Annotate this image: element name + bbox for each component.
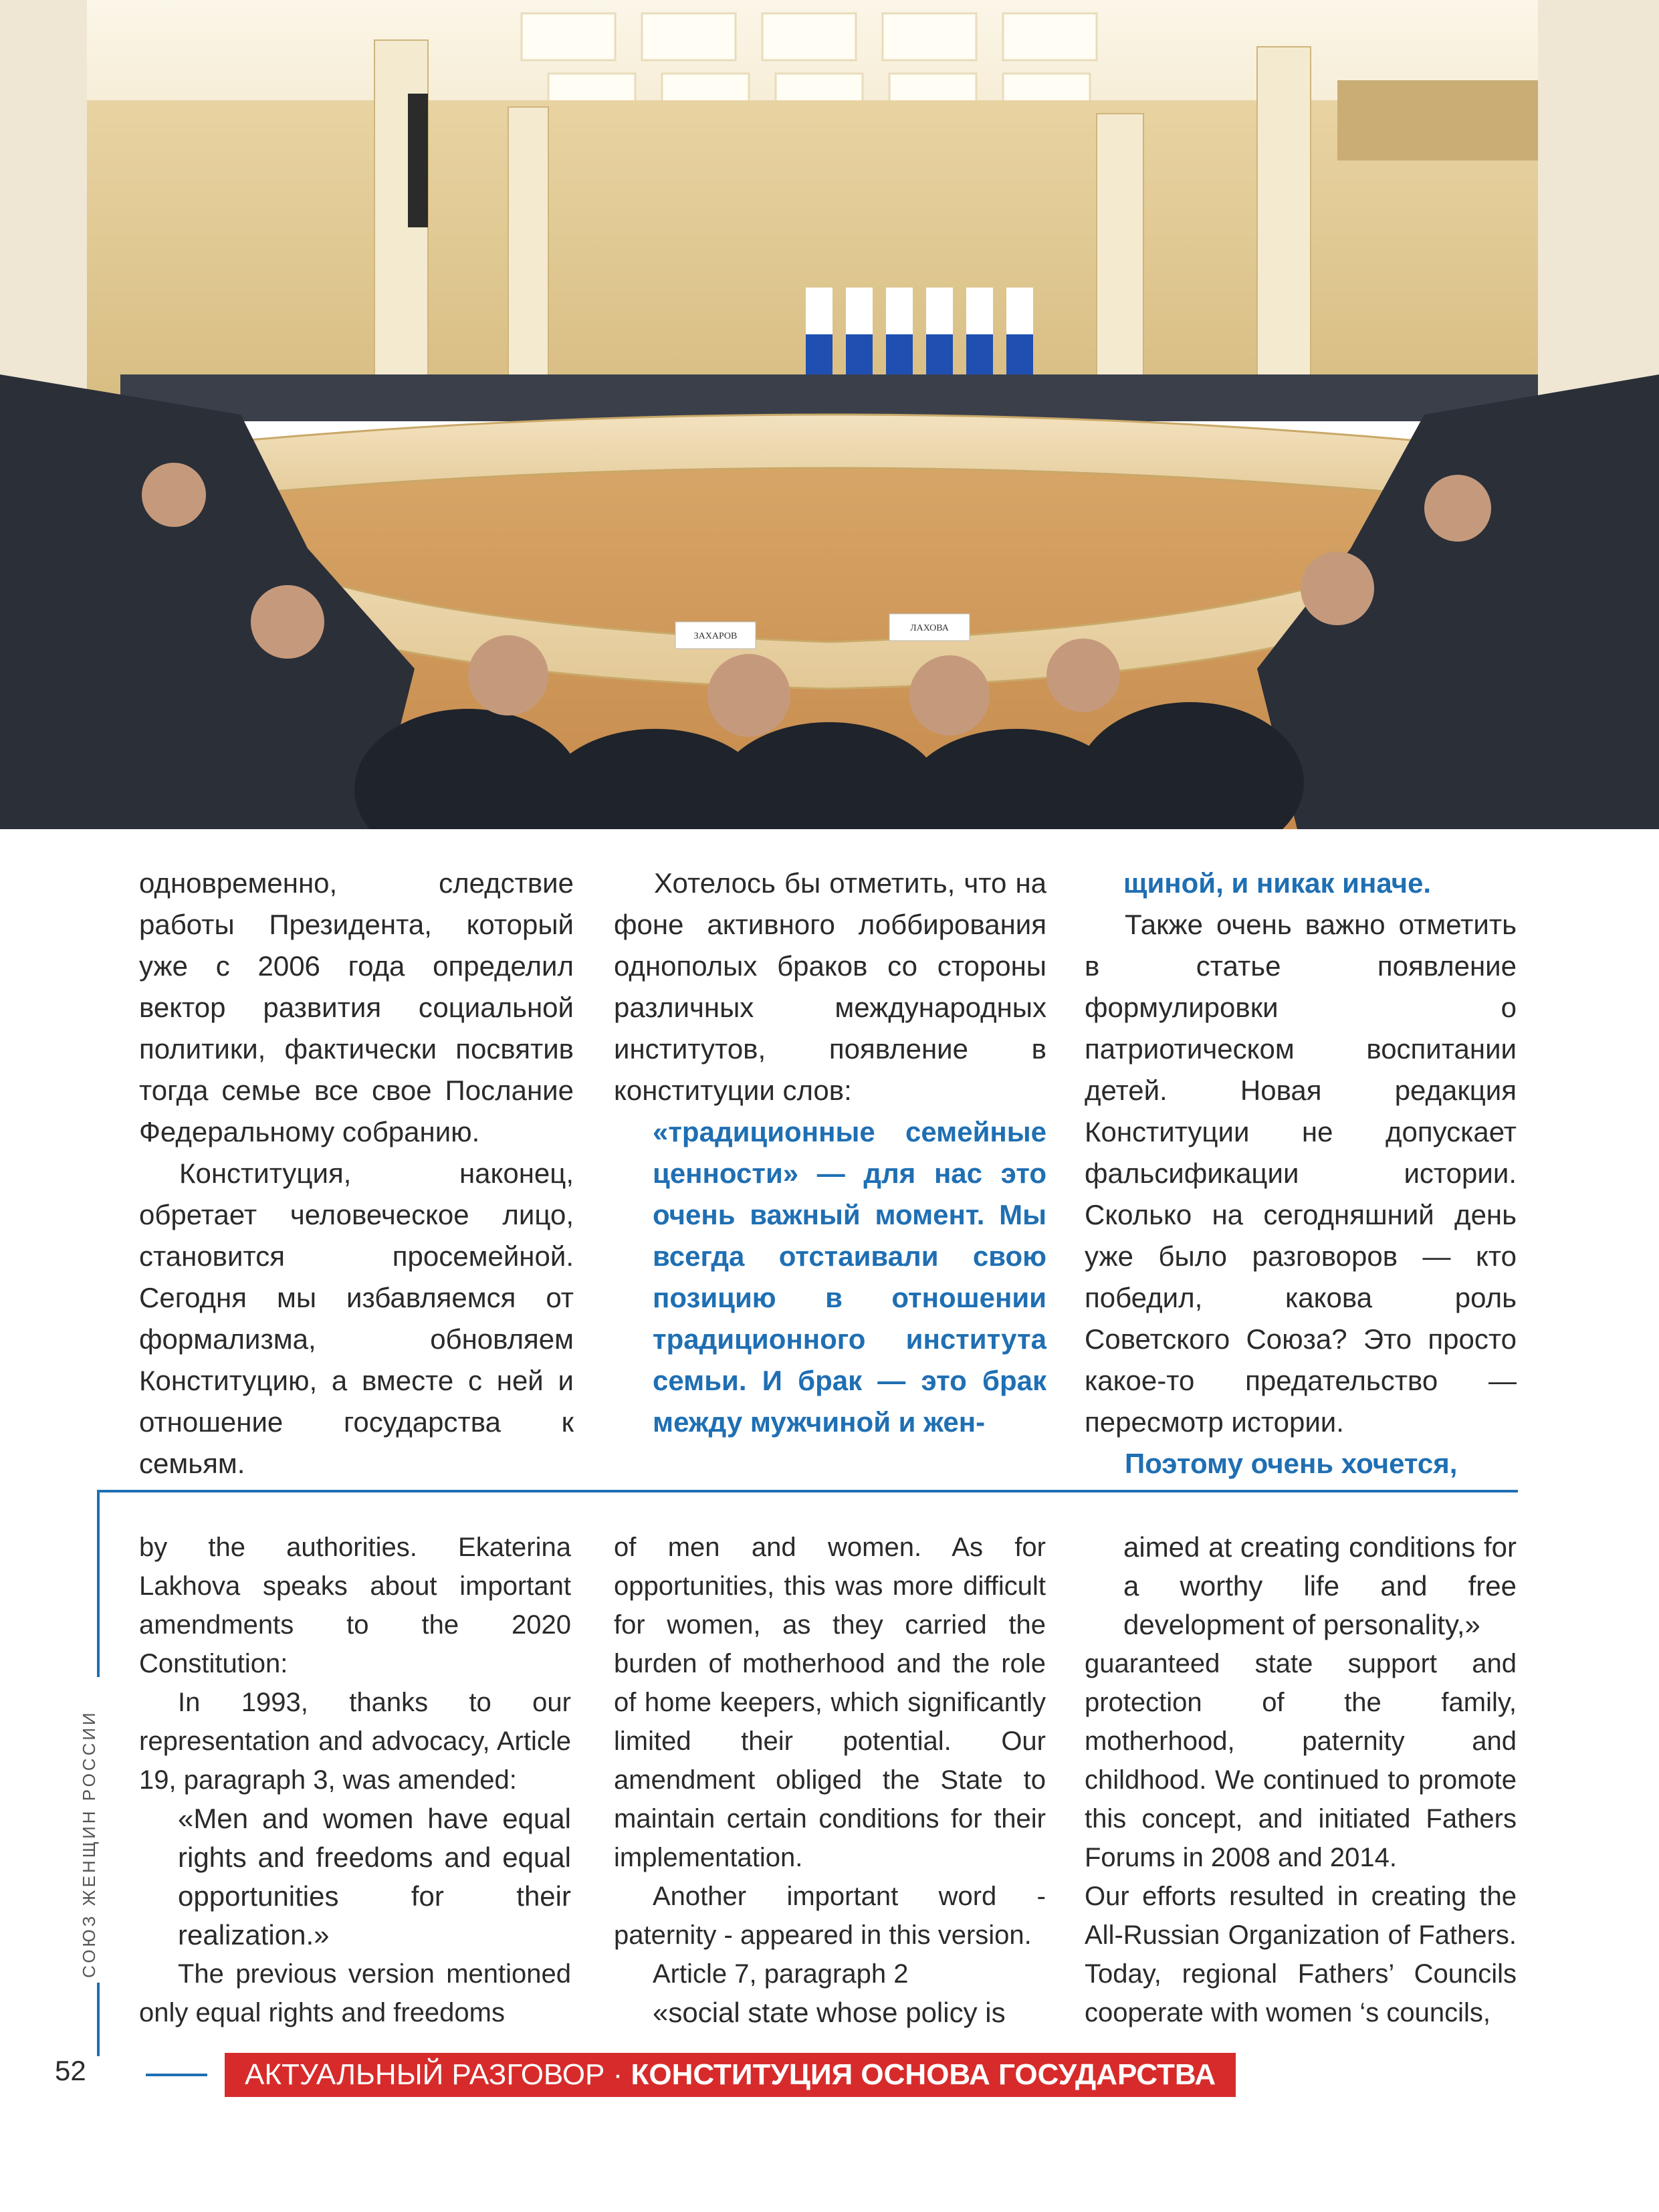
en-col3-paragraph-2: Our efforts resulted in creating the All-Russian Organization of Fathers. Today, regional Fathers’ Councils cooperate with women ‘s councils, bbox=[1085, 1882, 1517, 2027]
ru-column-3 bbox=[1085, 863, 1517, 1484]
ru-col1-paragraph-1: одновременно, следствие работы Президента, который уже с 2006 года определил вектор развития социальной политики, фактически посвятив тогда семье все свое Послание Федеральному собранию. bbox=[139, 867, 574, 1147]
footer-section: АКТУАЛЬНЫЙ РАЗГОВОР bbox=[245, 2058, 605, 2091]
en-column-1 bbox=[139, 1528, 571, 2032]
en-col2-paragraph-2: Another important word - paternity - appeared in this version. bbox=[614, 1882, 1046, 1950]
footer-banner bbox=[225, 2053, 1236, 2097]
ru-col2-quote: «традиционные семейные ценности» — для нас это очень важный момент. Мы всегда отстаивали свою позицию в отношении традиционного института семьи. И брак — это брак между мужчиной и жен- bbox=[653, 1116, 1046, 1438]
en-col2-quote: «social state whose policy is bbox=[653, 1997, 1006, 2028]
ru-column-2 bbox=[614, 863, 1046, 1443]
en-col1-paragraph-3: The previous version mentioned only equal rights and freedoms bbox=[139, 1959, 571, 2027]
en-col2-paragraph-1: of men and women. As for opportunities, this was more difficult for women, as they carried the burden of motherhood and the role of home keepers, which significantly limited their potential. Our amendment obliged the State to maintain certain conditions for their implementation. bbox=[614, 1533, 1046, 1872]
en-column-3 bbox=[1085, 1528, 1517, 2032]
sidebar-label: СОЮЗ ЖЕНЩИН РОССИИ bbox=[79, 1710, 99, 1978]
section-divider bbox=[97, 1490, 1518, 1492]
sidebar-rule-bottom bbox=[97, 1983, 100, 2056]
en-col1-paragraph-1: by the authorities. Ekaterina Lakhova speaks about important amendments to the 2020 Constitution: bbox=[139, 1533, 571, 1678]
page-number: 52 bbox=[55, 2055, 86, 2086]
name-plate-1: ЗАХАРОВ bbox=[693, 631, 738, 641]
name-plate-2: ЛАХОВА bbox=[910, 623, 949, 633]
ru-column-1 bbox=[139, 863, 574, 1484]
sidebar-rule-top bbox=[97, 1490, 100, 1677]
ru-col3-paragraph-1: Также очень важно отметить в статье появление формулировки о патриотическом воспитании детей. Новая редакция Конституции не допускает фальсификации истории. Сколько на сегодняшний день уже было разговоров — кто победил, какова роль Советского Союза? Это просто какое-то предательство — пересмотр истории. bbox=[1085, 909, 1517, 1438]
en-col2-paragraph-3: Article 7, paragraph 2 bbox=[653, 1959, 909, 1989]
en-col3-paragraph-1: guaranteed state support and protection of the family, motherhood, paternity and childhood. We continued to promote this concept, and initiated Fathers Forums in 2008 and 2014. bbox=[1085, 1649, 1517, 1872]
en-col3-quote-end: aimed at creating conditions for a worthy life and free development of personality,» bbox=[1123, 1531, 1517, 1640]
footer-rule bbox=[146, 2074, 207, 2076]
en-column-2 bbox=[614, 1528, 1046, 2032]
conference-hall-photo bbox=[0, 0, 1659, 829]
en-col1-quote: «Men and women have equal rights and freedoms and equal opportunities for their realization.» bbox=[178, 1803, 571, 1951]
ru-col2-paragraph-1: Хотелось бы отметить, что на фоне активного лоббирования однополых браков со стороны различных международных институтов, появление в конституции слов: bbox=[614, 867, 1046, 1106]
ru-col1-paragraph-2: Конституция, наконец, обретает человеческое лицо, становится просемейной. Сегодня мы избавляемся от формализма, обновляем Конституцию, а вместе с ней и отношение государства к семьям. bbox=[139, 1157, 574, 1479]
ru-col3-paragraph-2: Поэтому очень хочется, bbox=[1125, 1448, 1458, 1479]
footer-separator: · bbox=[613, 2058, 623, 2091]
ru-col3-quote-end: щиной, и никак иначе. bbox=[1123, 867, 1432, 899]
footer-title: КОНСТИТУЦИЯ ОСНОВА ГОСУДАРСТВА bbox=[631, 2058, 1216, 2091]
en-col1-paragraph-2: In 1993, thanks to our representation and advocacy, Article 19, paragraph 3, was amended: bbox=[139, 1688, 571, 1795]
